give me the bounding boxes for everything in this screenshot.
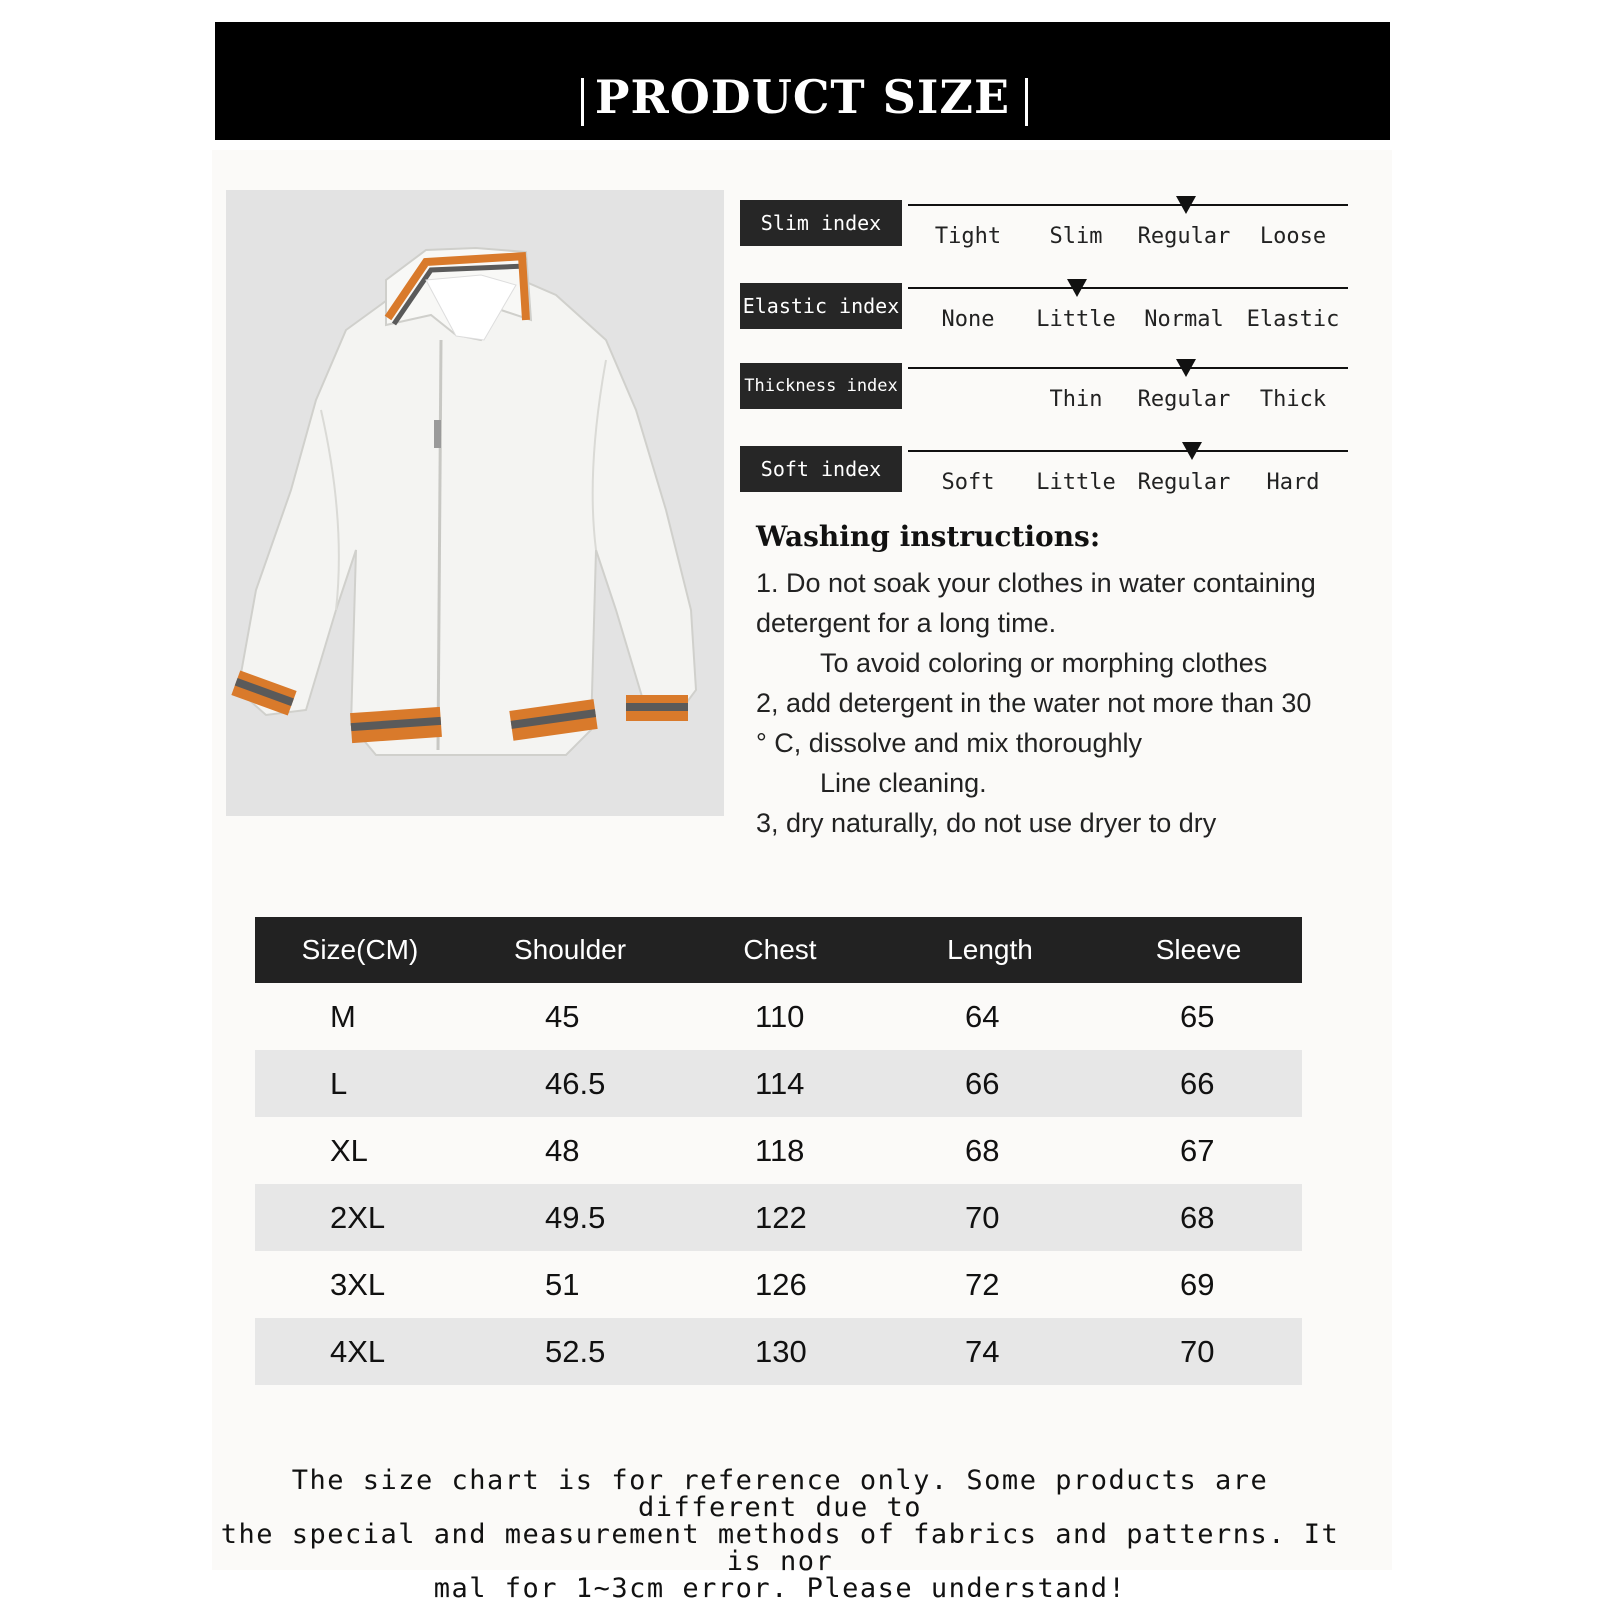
column-header-length: Length bbox=[885, 917, 1095, 983]
elastic-index-option: Little bbox=[1036, 307, 1116, 332]
length-cell: 74 bbox=[885, 1318, 1095, 1385]
washing-line: To avoid coloring or morphing clothes bbox=[820, 648, 1268, 678]
soft-index-marker bbox=[1182, 442, 1202, 460]
chest-cell: 110 bbox=[755, 998, 805, 1034]
shoulder-cell: 45 bbox=[545, 998, 580, 1034]
slim-index-marker bbox=[1176, 196, 1196, 214]
chest-cell: 118 bbox=[755, 1132, 805, 1168]
jacket-illustration bbox=[226, 190, 724, 816]
length-cell: 64 bbox=[965, 998, 1000, 1034]
table-row bbox=[255, 1318, 1302, 1385]
washing-line: ° C, dissolve and mix thoroughly bbox=[756, 728, 1142, 758]
washing-line: 1. Do not soak your clothes in water containing bbox=[756, 568, 1316, 598]
soft-index-option: Soft bbox=[941, 470, 995, 495]
sleeve-cell: 69 bbox=[1180, 1266, 1215, 1302]
slim-index-option: Regular bbox=[1137, 224, 1231, 249]
header-banner bbox=[215, 22, 1390, 140]
header-right-divider bbox=[1025, 78, 1028, 126]
disclaimer-line: The size chart is for reference only. Some products are different due to bbox=[291, 1465, 1269, 1523]
elastic-index-option: Elastic bbox=[1246, 307, 1340, 332]
thickness-index-marker bbox=[1176, 359, 1196, 377]
thickness-index-label: Thickness index bbox=[740, 363, 902, 409]
column-header-size: Size(CM) bbox=[255, 917, 465, 983]
table-row bbox=[255, 983, 1302, 1050]
table-row bbox=[255, 1117, 1302, 1184]
shoulder-cell: 48 bbox=[545, 1132, 580, 1168]
thickness-index-scale bbox=[908, 367, 1348, 369]
washing-line: detergent for a long time. bbox=[756, 608, 1057, 638]
sleeve-cell: 66 bbox=[1095, 1050, 1302, 1117]
length-cell: 72 bbox=[965, 1266, 1000, 1302]
slim-index-option: Loose bbox=[1259, 224, 1327, 249]
size-cell: 3XL bbox=[330, 1266, 386, 1302]
sleeve-cell: 70 bbox=[1095, 1318, 1302, 1385]
thickness-index-option: Thick bbox=[1259, 387, 1327, 412]
table-row bbox=[255, 1251, 1302, 1318]
column-header-sleeve: Sleeve bbox=[1095, 917, 1302, 983]
table-header-row bbox=[255, 917, 1302, 983]
size-chart-disclaimer bbox=[215, 1467, 1345, 1602]
shoulder-cell: 51 bbox=[545, 1266, 580, 1302]
slim-index-option: Slim bbox=[1049, 224, 1103, 249]
elastic-index-row bbox=[740, 275, 1350, 345]
length-cell: 68 bbox=[965, 1132, 1000, 1168]
column-header-shoulder: Shoulder bbox=[465, 917, 675, 983]
sleeve-cell: 68 bbox=[1095, 1184, 1302, 1251]
disclaimer-line: the special and measurement methods of fabrics and patterns. It is nor bbox=[220, 1519, 1340, 1577]
soft-index-scale bbox=[908, 450, 1348, 452]
table-row bbox=[255, 1050, 1302, 1117]
size-cell: 4XL bbox=[255, 1318, 465, 1385]
washing-line: 3, dry naturally, do not use dryer to dry bbox=[756, 808, 1217, 838]
chest-cell: 122 bbox=[675, 1184, 885, 1251]
elastic-index-scale bbox=[908, 287, 1348, 289]
elastic-index-option: Normal bbox=[1144, 307, 1224, 332]
shoulder-cell: 46.5 bbox=[465, 1050, 675, 1117]
sleeve-cell: 65 bbox=[1180, 998, 1215, 1034]
elastic-index-label: Elastic index bbox=[740, 283, 902, 329]
page-title: PRODUCT SIZE bbox=[594, 70, 1011, 124]
size-cell: XL bbox=[330, 1132, 368, 1168]
soft-index-row bbox=[740, 438, 1350, 508]
washing-line: 2, add detergent in the water not more than 30 bbox=[756, 688, 1312, 718]
shoulder-cell: 49.5 bbox=[465, 1184, 675, 1251]
size-cell: L bbox=[255, 1050, 465, 1117]
slim-index-row bbox=[740, 192, 1350, 262]
slim-index-option: Tight bbox=[934, 224, 1002, 249]
soft-index-option: Little bbox=[1036, 470, 1116, 495]
elastic-index-option: None bbox=[941, 307, 995, 332]
thickness-index-option: Regular bbox=[1137, 387, 1231, 412]
shoulder-cell: 52.5 bbox=[465, 1318, 675, 1385]
washing-line: Line cleaning. bbox=[820, 768, 987, 798]
disclaimer-line: mal for 1~3cm error. Please understand! bbox=[433, 1573, 1127, 1604]
size-cell: 2XL bbox=[255, 1184, 465, 1251]
slim-index-label: Slim index bbox=[740, 200, 902, 246]
size-chart-table bbox=[255, 917, 1302, 1385]
washing-instructions-title: Washing instructions: bbox=[756, 520, 1101, 553]
chest-cell: 130 bbox=[675, 1318, 885, 1385]
chest-cell: 114 bbox=[675, 1050, 885, 1117]
column-header-chest: Chest bbox=[675, 917, 885, 983]
soft-index-label: Soft index bbox=[740, 446, 902, 492]
thickness-index-row bbox=[740, 355, 1350, 425]
length-cell: 66 bbox=[885, 1050, 1095, 1117]
product-photo bbox=[226, 190, 724, 816]
size-cell: M bbox=[330, 998, 356, 1034]
soft-index-option: Hard bbox=[1266, 470, 1320, 495]
chest-cell: 126 bbox=[755, 1266, 807, 1302]
soft-index-option: Regular bbox=[1137, 470, 1231, 495]
thickness-index-option: Thin bbox=[1049, 387, 1103, 412]
elastic-index-marker bbox=[1067, 279, 1087, 297]
slim-index-scale bbox=[908, 204, 1348, 206]
sleeve-cell: 67 bbox=[1180, 1132, 1215, 1168]
table-row bbox=[255, 1184, 1302, 1251]
length-cell: 70 bbox=[885, 1184, 1095, 1251]
